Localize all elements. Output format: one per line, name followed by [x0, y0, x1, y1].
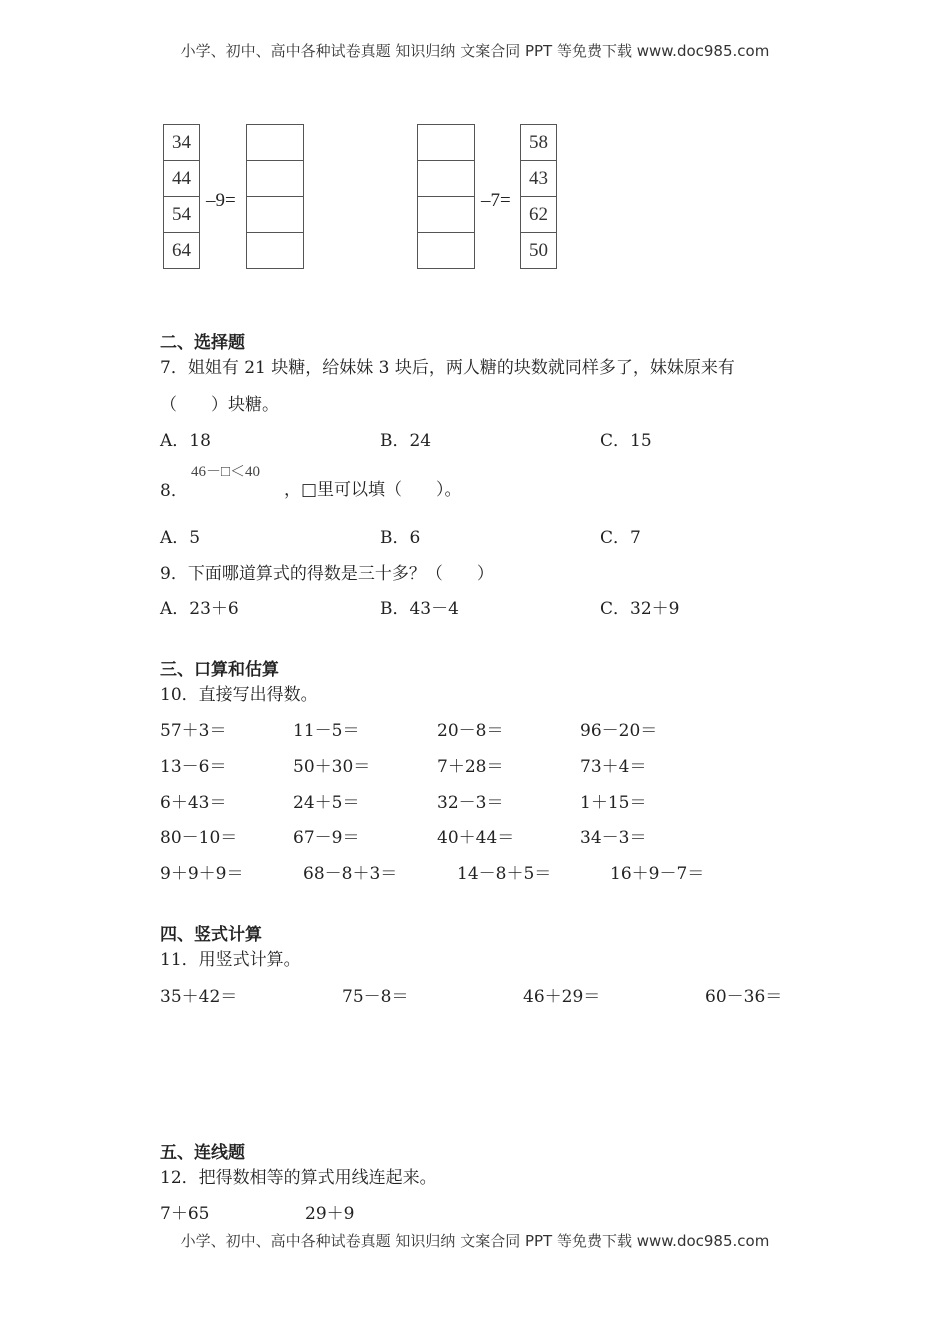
calc-item: 20－8＝	[437, 721, 504, 741]
page-footer: 小学、初中、高中各种试卷真题 知识归纳 文案合同 PPT 等免费下载 www.doc985.com	[180, 1232, 770, 1250]
calc-item: 14－8＋5＝	[457, 864, 552, 884]
vertical-calc-item: 46＋29＝	[523, 987, 601, 1007]
answer-box[interactable]	[246, 124, 304, 161]
left-input-column	[163, 124, 200, 269]
option-b[interactable]: B．43－4	[380, 599, 459, 619]
answer-box[interactable]	[417, 160, 475, 197]
calc-item: 40＋44＝	[437, 828, 515, 848]
match-item[interactable]: 7＋65	[160, 1204, 210, 1224]
question-10: 10．直接写出得数。	[160, 685, 318, 705]
answer-box[interactable]	[246, 160, 304, 197]
table-cell: 44	[163, 160, 200, 197]
option-c[interactable]: C．7	[600, 528, 641, 548]
answer-box[interactable]	[417, 196, 475, 233]
table-cell: 34	[163, 124, 200, 161]
option-a[interactable]: A．23＋6	[160, 599, 239, 619]
option-c[interactable]: C．15	[600, 431, 652, 451]
question-8-number: 8．	[160, 481, 188, 501]
vertical-calc-item: 35＋42＝	[160, 987, 238, 1007]
calc-item: 80－10＝	[160, 828, 238, 848]
section-title: 五、连线题	[160, 1143, 245, 1163]
question-12: 12．把得数相等的算式用线连起来。	[160, 1168, 437, 1188]
option-b[interactable]: B．24	[380, 431, 432, 451]
right-answer-column	[417, 124, 475, 269]
calc-item: 1＋15＝	[580, 793, 647, 813]
calc-item: 7＋28＝	[437, 757, 504, 777]
calc-item: 32－3＝	[437, 793, 504, 813]
option-a[interactable]: A．5	[160, 528, 201, 548]
calc-item: 9＋9＋9＝	[160, 864, 244, 884]
section-title: 三、口算和估算	[160, 660, 279, 680]
section-title: 四、竖式计算	[160, 925, 262, 945]
answer-box[interactable]	[246, 232, 304, 269]
table-cell: 54	[163, 196, 200, 233]
option-b[interactable]: B．6	[380, 528, 421, 548]
question-8-inequality: 46－□＜40	[191, 464, 261, 480]
right-output-column	[520, 124, 557, 269]
table-cell: 50	[520, 232, 557, 269]
vertical-calc-item: 60－36＝	[705, 987, 783, 1007]
left-answer-column	[246, 124, 304, 269]
table-cell: 62	[520, 196, 557, 233]
calc-item: 11－5＝	[293, 721, 360, 741]
page-header: 小学、初中、高中各种试卷真题 知识归纳 文案合同 PPT 等免费下载 www.doc985.com	[180, 42, 770, 60]
calc-item: 67－9＝	[293, 828, 360, 848]
question-7-line1: 7．姐姐有 21 块糖，给妹妹 3 块后，两人糖的块数就同样多了，妹妹原来有	[160, 358, 735, 378]
calc-item: 6＋43＝	[160, 793, 227, 813]
section-title: 二、选择题	[160, 333, 245, 353]
calc-item: 34－3＝	[580, 828, 647, 848]
question-11: 11．用竖式计算。	[160, 950, 301, 970]
answer-box[interactable]	[417, 232, 475, 269]
question-7-line2: （ ）块糖。	[160, 395, 279, 415]
calc-item: 50＋30＝	[293, 757, 371, 777]
calc-item: 68－8＋3＝	[303, 864, 398, 884]
calc-item: 13－6＝	[160, 757, 227, 777]
question-8-text: ，□里可以填（ ）。	[284, 480, 462, 500]
calc-item: 24＋5＝	[293, 793, 360, 813]
vertical-calc-item: 75－8＝	[342, 987, 409, 1007]
calc-item: 96－20＝	[580, 721, 658, 741]
right-operator: –7=	[481, 190, 511, 211]
calc-item: 57＋3＝	[160, 721, 227, 741]
answer-box[interactable]	[417, 124, 475, 161]
calc-item: 73＋4＝	[580, 757, 647, 777]
option-a[interactable]: A．18	[160, 431, 211, 451]
answer-box[interactable]	[246, 196, 304, 233]
calc-item: 16＋9－7＝	[610, 864, 705, 884]
match-item[interactable]: 29＋9	[305, 1204, 355, 1224]
option-c[interactable]: C．32＋9	[600, 599, 680, 619]
question-9: 9．下面哪道算式的得数是三十多？（ ）	[160, 564, 494, 584]
table-cell: 43	[520, 160, 557, 197]
table-cell: 64	[163, 232, 200, 269]
left-operator: –9=	[206, 190, 236, 211]
table-cell: 58	[520, 124, 557, 161]
